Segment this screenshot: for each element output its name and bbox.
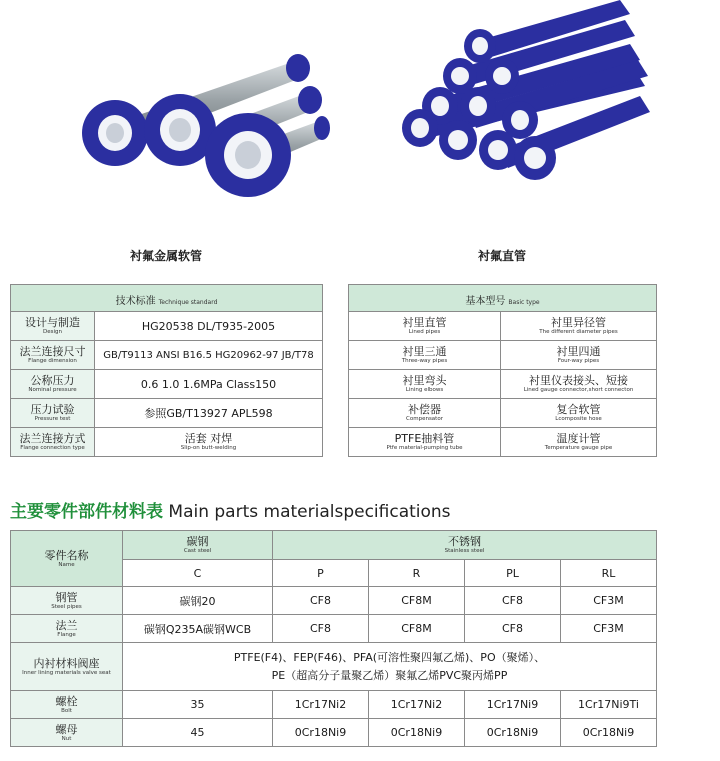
cell-text: Lining elbows xyxy=(405,387,444,393)
table-row xyxy=(349,399,657,428)
cell-text: Design xyxy=(43,329,62,335)
cell-text: PTFE抽料管 xyxy=(394,432,455,445)
cell-text: Flange xyxy=(57,631,76,638)
table-cell: CF8 xyxy=(273,615,369,643)
table-cell: 35 xyxy=(123,691,273,719)
table-cell xyxy=(11,615,123,643)
table-cell: CF8M xyxy=(369,587,465,615)
table-cell: 1Cr17Ni2 xyxy=(273,691,369,719)
table-cell: CF3M xyxy=(561,615,657,643)
grade-c: C xyxy=(123,560,273,587)
cell-text: Technique standard xyxy=(158,298,218,306)
cell-text: Three-way pipes xyxy=(401,358,448,364)
cell-text: Inner lining materials valve seat xyxy=(22,669,111,676)
table-cell xyxy=(349,370,501,399)
cell-text: Compensator xyxy=(406,416,443,422)
table-row xyxy=(11,312,323,341)
cell-text: 衬里仪表接头、短接 xyxy=(529,374,628,387)
table-row xyxy=(11,428,323,457)
grade-pl: PL xyxy=(465,560,561,587)
table-cell: 0Cr18Ni9 xyxy=(465,719,561,747)
cell-text: 活套 对焊 xyxy=(184,432,233,445)
table-cell: CF8 xyxy=(273,587,369,615)
table-row xyxy=(11,719,657,747)
cell-text: 法兰 xyxy=(55,618,78,632)
cell-text: 衬里异径管 xyxy=(551,316,606,329)
cell-text: Nut xyxy=(61,735,72,742)
table-cell: 1Cr17Ni9Ti xyxy=(561,691,657,719)
table-cell: CF8M xyxy=(369,615,465,643)
table-cell: HG20538 DL/T935-2005 xyxy=(95,312,323,341)
grade-rl: RL xyxy=(561,560,657,587)
cell-text: 设计与制造 xyxy=(25,316,80,329)
table-row xyxy=(349,370,657,399)
cell-text: PTFE(F4)、FEP(F46)、PFA(可溶性聚四氟乙烯)、PO（聚烯）、 xyxy=(233,650,546,664)
cell-text: 不锈钢 xyxy=(448,535,481,548)
table-row xyxy=(349,312,657,341)
table-cell xyxy=(11,370,95,399)
table-cell xyxy=(349,341,501,370)
cell-text: 衬里三通 xyxy=(402,345,447,358)
cell-text: Ptfe material-pumping tube xyxy=(386,445,463,451)
table-row xyxy=(349,341,657,370)
cell-text: Lcomposite hose xyxy=(555,416,602,422)
table-cell xyxy=(95,428,323,457)
cell-text: Basic type xyxy=(508,298,540,306)
cell-text: Steel pipes xyxy=(51,603,82,610)
col-header-carbon xyxy=(123,531,273,560)
table-row xyxy=(11,370,323,399)
cell-text: Lined pipes xyxy=(408,329,441,335)
table-cell: 1Cr17Ni9 xyxy=(465,691,561,719)
lined-pipes-stack-icon xyxy=(380,0,660,200)
cell-text: 法兰连接方式 xyxy=(19,432,86,445)
table-cell: 0Cr18Ni9 xyxy=(561,719,657,747)
materials-table xyxy=(10,530,657,747)
table-cell: 0Cr18Ni9 xyxy=(369,719,465,747)
col-header-name xyxy=(11,531,123,587)
table-row xyxy=(349,428,657,457)
grade-p: P xyxy=(273,560,369,587)
col-header-stainless xyxy=(273,531,657,560)
table-cell xyxy=(501,341,657,370)
table-row xyxy=(11,691,657,719)
table-cell: CF8 xyxy=(465,615,561,643)
table-cell: 参照GB/T13927 APL598 xyxy=(95,399,323,428)
table-cell xyxy=(349,312,501,341)
table-cell xyxy=(11,341,95,370)
cell-text: 钢管 xyxy=(55,590,78,604)
cell-text: 压力试验 xyxy=(30,403,75,416)
grade-r: R xyxy=(369,560,465,587)
basic-table-header xyxy=(349,285,657,312)
table-row xyxy=(11,399,323,428)
cell-text: Lined gauge connector,short connecton xyxy=(523,387,634,393)
cell-text: 零件名称 xyxy=(44,548,89,562)
cell-text: 技术标准 xyxy=(115,295,156,307)
table-cell xyxy=(349,399,501,428)
cell-text: 螺栓 xyxy=(55,694,78,708)
section-title-zh: 主要零件部件材料表 xyxy=(10,502,163,522)
table-cell: 1Cr17Ni2 xyxy=(369,691,465,719)
cell-text: 法兰连接尺寸 xyxy=(19,345,86,358)
table-cell: CF3M xyxy=(561,587,657,615)
table-cell: 碳钢20 xyxy=(123,587,273,615)
cell-text: 衬里四通 xyxy=(556,345,601,358)
cell-text: Nominal pressure xyxy=(28,387,77,393)
table-row xyxy=(11,587,657,615)
table-cell xyxy=(501,428,657,457)
cell-text: Flange connection type xyxy=(20,445,85,451)
cell-text: Name xyxy=(58,561,75,568)
cell-text: 碳钢 xyxy=(186,535,209,548)
cell-text: 补偿器 xyxy=(408,403,441,416)
cell-text: 衬里弯头 xyxy=(402,374,447,387)
section-title-en: Main parts materialspecifications xyxy=(168,502,451,522)
table-cell xyxy=(11,399,95,428)
technique-standard-table xyxy=(10,284,323,457)
table-cell: GB/T9113 ANSI B16.5 HG20962-97 JB/T78 xyxy=(95,341,323,370)
cell-text: Temperature gauge pipe xyxy=(544,445,613,451)
table-cell xyxy=(11,719,123,747)
cell-text: 复合软管 xyxy=(556,403,601,416)
basic-type-table xyxy=(348,284,657,457)
table-cell: 45 xyxy=(123,719,273,747)
caption-metal-hose: 衬氟金属软管 xyxy=(129,249,202,263)
metal-hose-flanges-icon xyxy=(60,0,330,200)
table-cell xyxy=(11,643,123,691)
tech-table-header xyxy=(11,285,323,312)
cell-text: Slip-on butt-welding xyxy=(180,445,237,451)
cell-text: Pressure test xyxy=(34,416,71,422)
cell-text: 衬里直管 xyxy=(402,316,447,329)
cell-text: 螺母 xyxy=(55,722,78,736)
cell-text: Stainless steel xyxy=(444,548,485,554)
caption-lined-pipe: 衬氟直管 xyxy=(477,249,526,263)
table-cell xyxy=(11,312,95,341)
table-row xyxy=(11,643,657,691)
table-cell xyxy=(501,399,657,428)
table-cell: 碳钢Q235A碳钢WCB xyxy=(123,615,273,643)
table-cell xyxy=(11,428,95,457)
cell-text: 温度计管 xyxy=(556,432,601,445)
cell-text: PE（超高分子量聚乙烯）聚氟乙烯PVC聚丙烯PP xyxy=(271,668,508,682)
cell-text: 内衬材料阀座 xyxy=(33,656,100,670)
cell-text: 基本型号 xyxy=(465,295,506,307)
cell-text: Bolt xyxy=(61,707,72,714)
cell-text: Cast steel xyxy=(183,548,212,554)
section-title xyxy=(10,497,451,522)
cell-text: Four-way pipes xyxy=(557,358,600,364)
cell-text: The different diameter pipes xyxy=(539,329,618,335)
table-cell: CF8 xyxy=(465,587,561,615)
table-row xyxy=(11,341,323,370)
table-cell xyxy=(11,587,123,615)
table-cell xyxy=(501,370,657,399)
table-cell xyxy=(501,312,657,341)
table-cell xyxy=(349,428,501,457)
table-row xyxy=(11,615,657,643)
table-cell: 0.6 1.0 1.6MPa Class150 xyxy=(95,370,323,399)
cell-text: Flange dimension xyxy=(28,358,77,364)
cell-text: 公称压力 xyxy=(30,374,75,387)
table-cell: 0Cr18Ni9 xyxy=(273,719,369,747)
table-cell xyxy=(11,691,123,719)
table-cell xyxy=(123,643,657,691)
